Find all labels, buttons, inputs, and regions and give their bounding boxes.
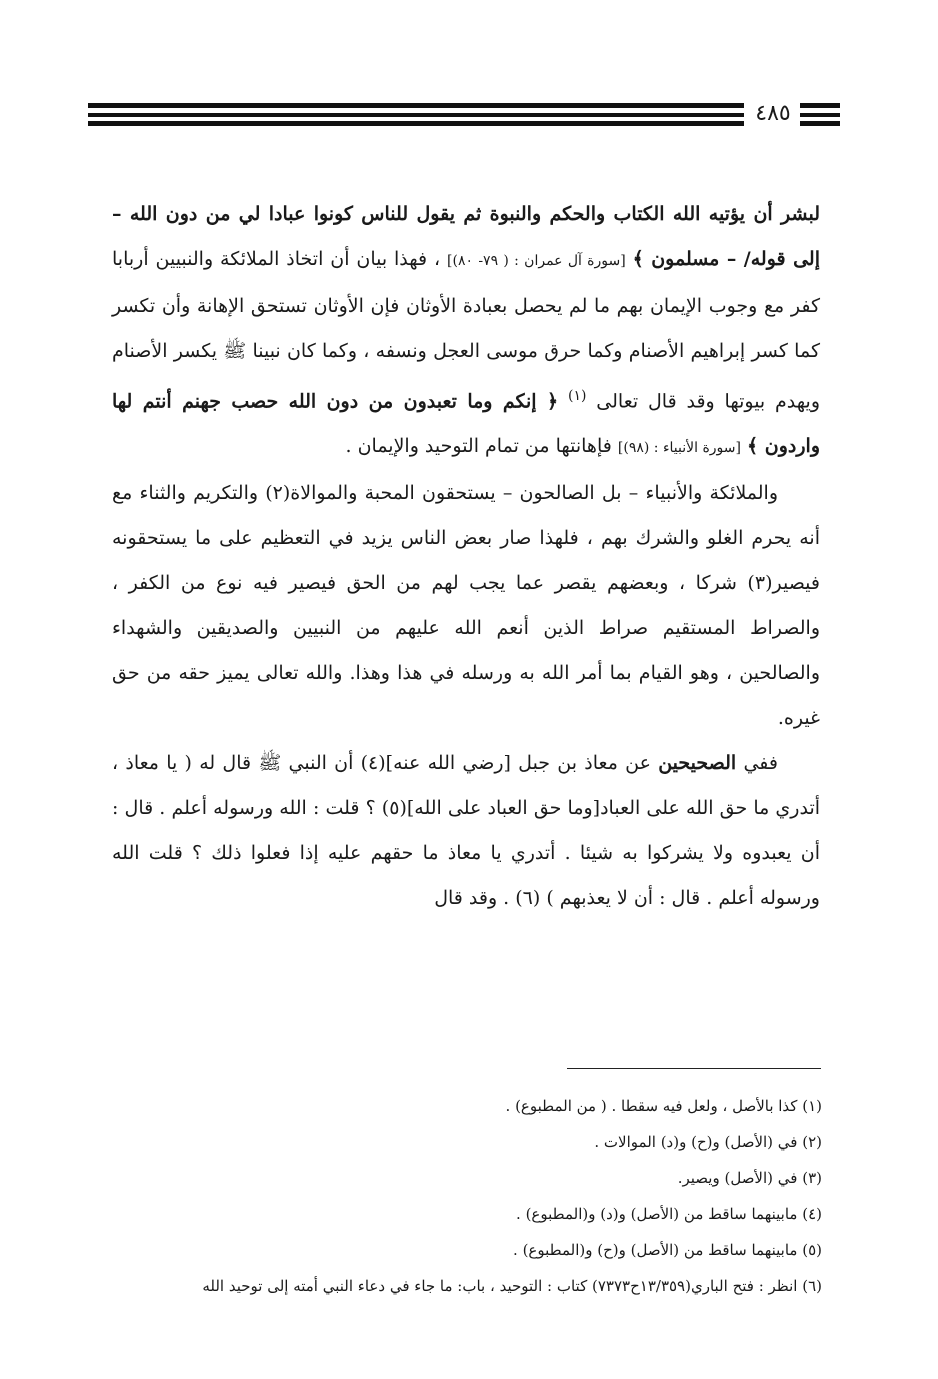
- main-text: [112, 192, 820, 921]
- footnote-item: (١) كذا بالأصل ، ولعل فيه سقطا . ( من المطبوع) .: [505, 1097, 822, 1115]
- header-rule: [88, 121, 744, 126]
- surah-reference: [سورة آل عمران : ( ٧٩- ٨٠)]: [447, 253, 626, 269]
- paragraph-1: [112, 192, 820, 471]
- header-rule: [88, 103, 744, 108]
- paragraph-text: ، فهذا بيان أن اتخاذ الملائكة والنبيين أربابا كفر مع وجوب الإيمان بهم ما لم يحصل بعبادة الأوثان فإن الأوثان تستحق الإهانة وأن تكسر كما كسر إبراهيم الأصنام وكما حرق موسى العجل ونسفه ، وكما كان نبينا ﷺ يكسر الأصنام ويهدم بيوتها وقد قال تعالى: [112, 248, 821, 413]
- header-rule-short: [800, 113, 840, 117]
- surah-reference: [سورة الأنبياء : (٩٨)]: [617, 440, 741, 457]
- header-rule-short: [800, 103, 840, 108]
- footnote-item: (٤) مابينهما ساقط من (الأصل) و(د) و(المطبوع) .: [516, 1205, 822, 1223]
- paragraph-3: [112, 741, 820, 921]
- quran-quote: لبشر أن يؤتيه الله الكتاب والحكم والنبوة ثم يقول للناس كونوا عبادا لي من دون الله – إلى قوله/ – مسلمون ﴾: [112, 203, 820, 270]
- footnote-item: (٣) في (الأصل) ويصير.: [677, 1169, 822, 1187]
- book-title: الصحيحين: [658, 752, 737, 775]
- hadith-text: عن معاذ بن جبل [رضي الله عنه](٤) أن النبي ﷺ قال له ( يا معاذ ، أتدري ما حق الله على العباد[وما حق العباد على الله](٥) ؟ قلت : الله ورسوله أعلم . قال : أن يعبدوه ولا يشركوا به شيئا . أتدري يا معاذ ما حقهم عليه إذا فعلوا ذلك ؟ قلت الله ورسوله أعلم . قال : أن لا يعذبهم ) (٦) . وقد قال: [112, 752, 821, 910]
- paragraph-text: فإهانتها من تمام التوحيد والإيمان .: [345, 435, 612, 458]
- footnote-separator: [567, 1068, 821, 1069]
- footnotes: [86, 1088, 822, 1304]
- footnote-item: (٥) مابينهما ساقط من (الأصل) و(ح) و(المطبوع) .: [513, 1241, 822, 1259]
- page-number: ٤٨٥: [755, 101, 791, 126]
- quran-quote: ﴿ إنكم وما تعبدون من دون الله حصب جهنم أنتم لها واردون ﴾: [112, 390, 820, 458]
- footnote-item: (٦) انظر : فتح الباري(١٣/٣٥٩ح٧٣٧٣) كتاب : التوحيد ، باب: ما جاء في دعاء النبي أمته إلى توحيد الله: [202, 1277, 822, 1295]
- header-rule-short: [800, 121, 840, 126]
- header-rule: [88, 113, 744, 117]
- footnote-marker: (١): [567, 388, 587, 404]
- footnote-item: (٢) في (الأصل) و(ح) و(د) الموالات .: [594, 1133, 822, 1151]
- paragraph-2: والملائكة والأنبياء – بل الصالحون – يستحقون المحبة والموالاة(٢) والتكريم والثناء مع أنه يحرم الغلو والشرك بهم ، فلهذا صار بعض الناس يزيد في التعظيم على ما يستحقونه فيصير(٣) شركا ، وبعضهم يقصر عما يجب لهم من الحق فيصير فيه نوع من الكفر ، والصراط المستقيم صراط الذين أنعم الله عليهم من النبيين والصديقين والشهداء والصالحين ، وهو القيام بما أمر الله به ورسله في هذا وهذا. والله تعالى يميز حقه من حق غيره.: [112, 482, 820, 730]
- paragraph-text: ففي: [743, 752, 778, 775]
